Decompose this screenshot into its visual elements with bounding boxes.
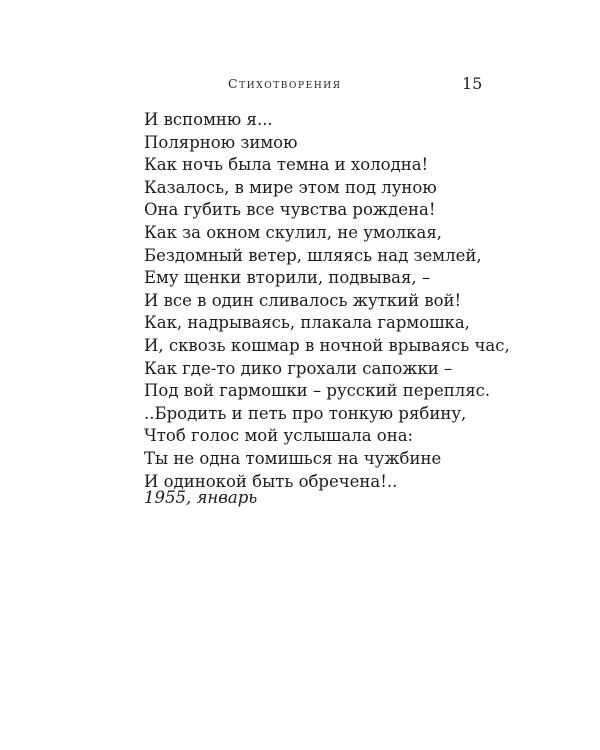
poem-line: ..Бродить и петь про тонкую рябину, [144,403,467,423]
poem-line: Казалось, в мире этом под луною [144,177,437,197]
poem-line: Как где-то дико грохали сапожки – [144,358,453,378]
poem-line: И одинокой быть обречена!.. [144,471,398,491]
running-header [0,76,600,98]
poem-line: Она губить все чувства рождена! [144,200,436,220]
poem-line: И, сквозь кошмар в ночной врываясь час, [144,335,510,355]
poem-line: Бездомный ветер, шляясь над землей, [144,245,482,265]
poem-line: Под вой гармошки – русский перепляс. [144,381,491,401]
poem-line: Ты не одна томишься на чужбине [144,448,442,468]
poem-line: Как за окном скулил, не умолкая, [144,222,442,242]
poem-line: Как, надрываясь, плакала гармошка, [144,313,470,333]
poem-line: Полярною зимою [144,132,298,152]
poem-line: И все в один сливалось жуткий вой! [144,290,462,310]
poem-text [144,109,510,493]
poem-line: Как ночь была темна и холодна! [144,155,429,175]
poem-line: И вспомню я... [144,110,273,129]
poem-line: Чтоб голос мой услышала она: [144,426,414,446]
page-number: 15 [462,74,483,93]
poem-date: 1955, январь [144,488,258,507]
section-title: Стихотворения [228,76,342,91]
poem-line: Ему щенки вторили, подвывая, – [144,268,431,288]
